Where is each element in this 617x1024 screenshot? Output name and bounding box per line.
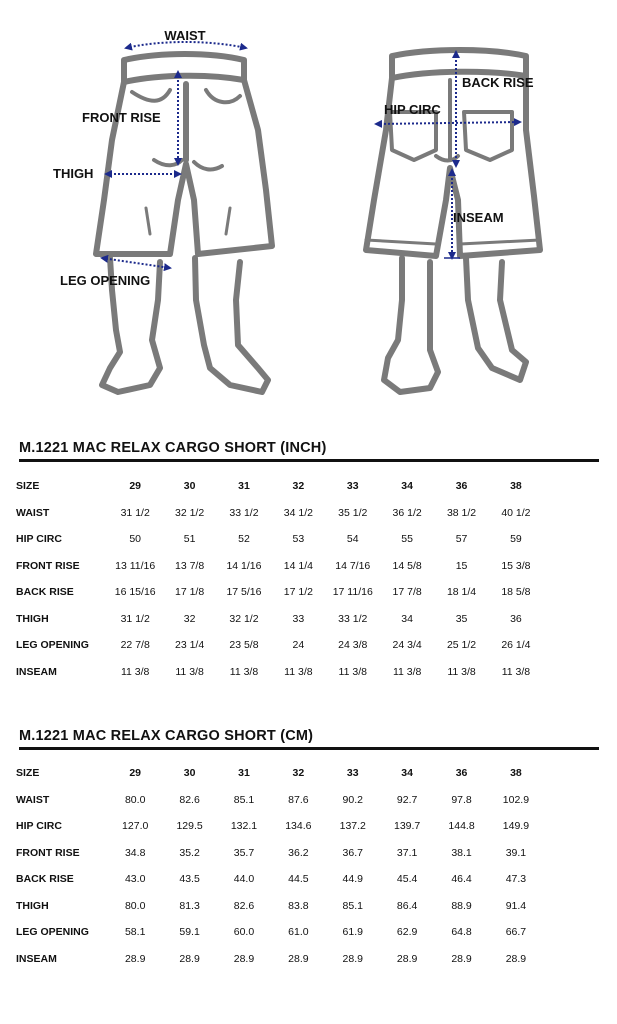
value-cell: 24 3/4: [392, 639, 422, 652]
value-cell: 31 1/2: [120, 506, 150, 519]
value-cell: 32 1/2: [174, 506, 205, 519]
value-cell: 25 1/2: [446, 639, 477, 652]
value-cell: 40 1/2: [501, 506, 531, 519]
value-cell: 32 1/2: [229, 612, 259, 625]
value-cell: 82.6: [179, 793, 200, 806]
waist-label: WAIST: [164, 28, 206, 43]
value-cell: 129.5: [176, 820, 203, 833]
size-cell: 33: [346, 480, 359, 493]
table-header-row: [16, 473, 543, 500]
table-row: [16, 500, 543, 527]
value-cell: 15: [455, 559, 468, 572]
value-cell: 34.8: [124, 846, 146, 859]
value-cell: 23 1/4: [174, 639, 205, 652]
value-cell: 33 1/2: [338, 612, 368, 625]
row-label: HIP CIRC: [16, 820, 62, 833]
value-cell: 11 3/8: [392, 665, 422, 678]
value-cell: 35.2: [179, 846, 200, 859]
value-cell: 44.9: [342, 873, 363, 886]
value-cell: 17 1/2: [283, 586, 313, 599]
row-label: THIGH: [16, 899, 49, 912]
value-cell: 33: [292, 612, 305, 625]
row-label: BACK RISE: [16, 586, 74, 599]
row-label: INSEAM: [16, 952, 57, 965]
value-cell: 51: [183, 533, 196, 546]
value-cell: 31 1/2: [120, 612, 150, 625]
value-cell: 137.2: [339, 820, 366, 833]
row-label: HIP CIRC: [16, 533, 62, 546]
table-row: [16, 893, 543, 920]
value-cell: 28.9: [505, 952, 527, 965]
value-cell: 28.9: [342, 952, 363, 965]
value-cell: 35.7: [233, 846, 255, 859]
value-cell: 62.9: [396, 926, 418, 939]
cm-table-rule: [19, 747, 599, 750]
size-cell: 30: [183, 767, 196, 780]
leg-opening-label: LEG OPENING: [60, 273, 151, 288]
row-label: SIZE: [16, 480, 40, 493]
row-label: WAIST: [16, 793, 50, 806]
row-label: LEG OPENING: [16, 639, 89, 652]
value-cell: 54: [346, 533, 359, 546]
value-cell: 14 5/8: [392, 559, 422, 572]
value-cell: 127.0: [122, 820, 149, 833]
value-cell: 17 5/16: [226, 586, 262, 599]
size-cell: 31: [238, 767, 250, 780]
row-label: INSEAM: [16, 665, 57, 678]
value-cell: 11 3/8: [175, 665, 204, 678]
value-cell: 80.0: [124, 899, 146, 912]
value-cell: 59: [510, 533, 522, 546]
value-cell: 61.0: [288, 926, 309, 939]
value-cell: 36.2: [288, 846, 309, 859]
size-cell: 29: [129, 480, 142, 493]
value-cell: 36: [510, 612, 522, 625]
value-cell: 90.2: [342, 793, 363, 806]
value-cell: 13 11/16: [115, 559, 156, 572]
value-cell: 18 5/8: [501, 586, 531, 599]
size-cell: 29: [129, 767, 142, 780]
thigh-label: THIGH: [53, 166, 94, 181]
value-cell: 11 3/8: [284, 665, 313, 678]
table-row: [16, 579, 543, 606]
value-cell: 59.1: [179, 926, 200, 939]
measurement-diagram: [0, 0, 617, 410]
value-cell: 22 7/8: [120, 639, 150, 652]
table-row: [16, 632, 543, 659]
value-cell: 14 1/16: [226, 559, 262, 572]
value-cell: 38 1/2: [446, 506, 477, 519]
value-cell: 50: [129, 533, 142, 546]
value-cell: 91.4: [505, 899, 527, 912]
value-cell: 52: [238, 533, 250, 546]
value-cell: 88.9: [451, 899, 472, 912]
value-cell: 58.1: [124, 926, 146, 939]
table-row: [16, 553, 543, 580]
table-header-row: [16, 760, 543, 787]
cm-table-title: M.1221 MAC RELAX CARGO SHORT (CM): [19, 728, 314, 744]
value-cell: 28.9: [179, 952, 200, 965]
table-row: [16, 606, 543, 633]
value-cell: 28.9: [288, 952, 309, 965]
size-cell: 38: [510, 480, 522, 493]
table-row: [16, 787, 543, 814]
row-label: THIGH: [16, 612, 49, 625]
value-cell: 97.8: [451, 793, 472, 806]
size-cell: 32: [292, 480, 305, 493]
table-row: [16, 659, 543, 686]
cm-size-table: [16, 760, 543, 972]
value-cell: 17 11/16: [332, 586, 373, 599]
value-cell: 85.1: [342, 899, 363, 912]
value-cell: 134.6: [285, 820, 312, 833]
value-cell: 13 7/8: [174, 559, 205, 572]
value-cell: 36 1/2: [392, 506, 422, 519]
value-cell: 11 3/8: [338, 665, 367, 678]
table-row: [16, 919, 543, 946]
inch-size-table: [16, 473, 543, 685]
value-cell: 144.8: [448, 820, 475, 833]
value-cell: 43.0: [124, 873, 146, 886]
size-cell: 38: [510, 767, 522, 780]
row-label: WAIST: [16, 506, 50, 519]
value-cell: 11 3/8: [447, 665, 476, 678]
value-cell: 85.1: [233, 793, 255, 806]
value-cell: 11 3/8: [120, 665, 150, 678]
value-cell: 81.3: [179, 899, 200, 912]
value-cell: 28.9: [233, 952, 255, 965]
value-cell: 11 3/8: [501, 665, 531, 678]
size-cell: 32: [292, 767, 305, 780]
value-cell: 87.6: [288, 793, 309, 806]
row-label: SIZE: [16, 767, 40, 780]
value-cell: 14 1/4: [283, 559, 313, 572]
value-cell: 26 1/4: [501, 639, 531, 652]
value-cell: 33 1/2: [229, 506, 259, 519]
value-cell: 34 1/2: [283, 506, 313, 519]
value-cell: 86.4: [396, 899, 418, 912]
value-cell: 66.7: [505, 926, 527, 939]
row-label: BACK RISE: [16, 873, 74, 886]
row-label: FRONT RISE: [16, 846, 80, 859]
value-cell: 23 5/8: [229, 639, 259, 652]
size-cell: 34: [401, 767, 413, 780]
table-row: [16, 840, 543, 867]
value-cell: 15 3/8: [501, 559, 531, 572]
value-cell: 80.0: [124, 793, 146, 806]
value-cell: 132.1: [230, 820, 258, 833]
value-cell: 53: [292, 533, 305, 546]
hip-circ-label: HIP CIRC: [384, 102, 441, 117]
size-cell: 30: [183, 480, 196, 493]
back-rise-label: BACK RISE: [462, 75, 534, 90]
value-cell: 57: [455, 533, 468, 546]
value-cell: 47.3: [505, 873, 527, 886]
inch-table-rule: [19, 459, 599, 462]
value-cell: 61.9: [342, 926, 363, 939]
value-cell: 38.1: [451, 846, 472, 859]
value-cell: 35: [455, 612, 468, 625]
size-cell: 36: [455, 767, 468, 780]
value-cell: 149.9: [502, 820, 530, 833]
value-cell: 34: [401, 612, 413, 625]
value-cell: 35 1/2: [338, 506, 368, 519]
value-cell: 44.0: [233, 873, 255, 886]
value-cell: 102.9: [502, 793, 530, 806]
table-row: [16, 866, 543, 893]
table-row: [16, 946, 543, 973]
value-cell: 11 3/8: [229, 665, 259, 678]
value-cell: 43.5: [179, 873, 200, 886]
value-cell: 14 7/16: [335, 559, 371, 572]
value-cell: 44.5: [288, 873, 309, 886]
value-cell: 36.7: [342, 846, 363, 859]
size-cell: 34: [401, 480, 413, 493]
value-cell: 55: [401, 533, 413, 546]
value-cell: 46.4: [451, 873, 472, 886]
value-cell: 39.1: [505, 846, 527, 859]
value-cell: 82.6: [233, 899, 255, 912]
size-cell: 33: [346, 767, 359, 780]
inseam-label: INSEAM: [453, 210, 504, 225]
size-cell: 36: [455, 480, 468, 493]
table-row: [16, 526, 543, 553]
size-cell: 31: [238, 480, 250, 493]
value-cell: 24 3/8: [338, 639, 368, 652]
front-rise-label: FRONT RISE: [82, 110, 161, 125]
value-cell: 16 15/16: [114, 586, 156, 599]
row-label: LEG OPENING: [16, 926, 89, 939]
front-shorts-figure: [96, 54, 272, 392]
table-row: [16, 813, 543, 840]
value-cell: 24: [292, 639, 305, 652]
value-cell: 37.1: [396, 846, 418, 859]
value-cell: 32: [183, 612, 196, 625]
value-cell: 28.9: [396, 952, 418, 965]
value-cell: 60.0: [233, 926, 255, 939]
inch-table-title: M.1221 MAC RELAX CARGO SHORT (INCH): [19, 440, 327, 456]
value-cell: 18 1/4: [446, 586, 477, 599]
value-cell: 45.4: [396, 873, 418, 886]
value-cell: 139.7: [394, 820, 421, 833]
value-cell: 64.8: [451, 926, 472, 939]
value-cell: 28.9: [451, 952, 472, 965]
value-cell: 17 1/8: [174, 586, 205, 599]
value-cell: 92.7: [396, 793, 418, 806]
value-cell: 83.8: [288, 899, 309, 912]
value-cell: 17 7/8: [392, 586, 422, 599]
row-label: FRONT RISE: [16, 559, 80, 572]
value-cell: 28.9: [124, 952, 146, 965]
